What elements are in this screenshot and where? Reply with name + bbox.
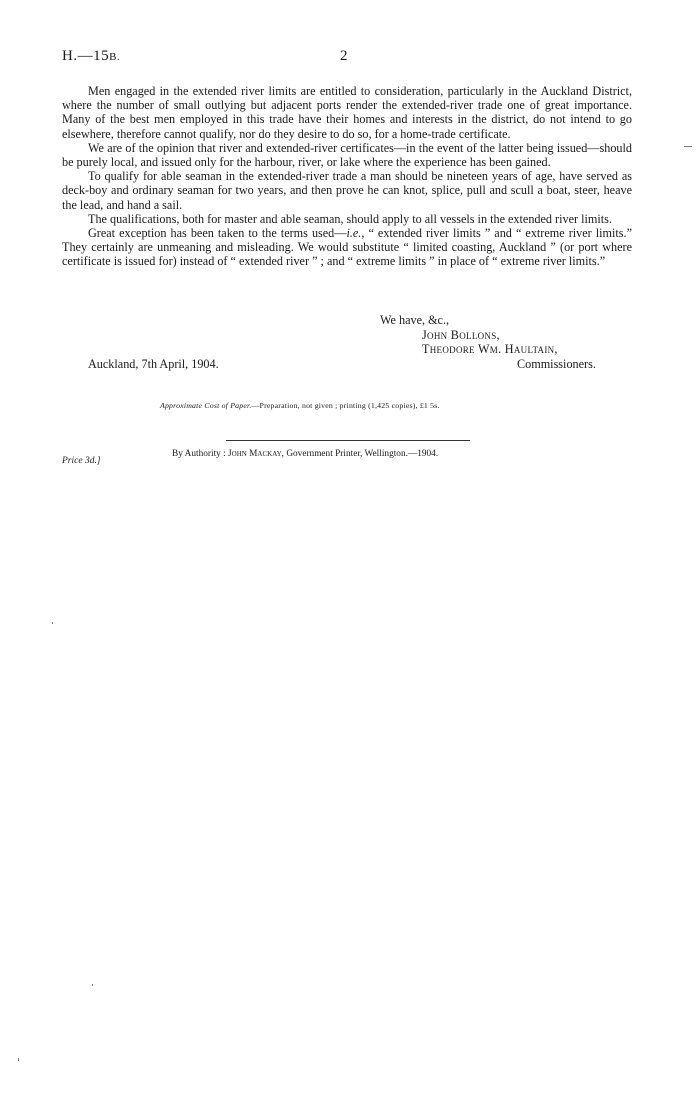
paragraph-able-seaman: To qualify for able seaman in the extended-river trade a man should be nineteen years of age, have served as deck-boy and ordinary seaman for two years, and then prove he can knot, splice, pull and scull a boat, steer, heave the lead, and hand a sail. [62, 169, 632, 212]
printer-suffix: , Government Printer, Wellington.—1904. [281, 449, 439, 459]
cost-text: —Preparation, not given ; printing (1,425 copies), £1 5s. [251, 401, 440, 410]
signer-haultain: Theodore Wm. Haultain, [422, 342, 558, 357]
scan-speck [92, 984, 93, 986]
terms-text-start: Great exception has been taken to the terms used— [88, 226, 347, 241]
page-number: 2 [340, 48, 348, 64]
terms-ie: i.e., [346, 226, 365, 241]
salutation: We have, &c., [380, 313, 450, 327]
cost-of-paper-note [160, 401, 440, 410]
price-note: Price 3d.] [62, 456, 101, 466]
document-reference-suffix: B. [109, 51, 121, 63]
printer-name: John Mackay [228, 449, 282, 459]
date-line: Auckland, 7th April, 1904. [88, 357, 219, 371]
scan-speck [18, 1058, 19, 1061]
report-body [62, 84, 632, 269]
terms-text-end: “ extended river limits ” and “ extreme river limits.” They certainly are unmeaning and misleading. We would substitute “ limited coasting, Auckland ” (or port where certificate is issued for) instead of “ extended river ” ; and “ extreme limits ” in place of “ extreme river limits.” [62, 226, 632, 269]
printer-prefix: By Authority : [172, 449, 229, 459]
printer-imprint [172, 449, 438, 459]
cost-label: Approximate Cost of Paper. [160, 401, 252, 410]
paragraph-extended-river: Men engaged in the extended river limits are entitled to consideration, particularly in the Auckland District, where the number of small outlying but adjacent ports render the extended-river trade one of great importance. Many of the best men employed in this trade have their homes and interests in the district, do not intend to go elsewhere, therefore cannot qualify, nor do they desire to do so, for a home-trade certificate. [62, 84, 632, 141]
paragraph-certificates: We are of the opinion that river and extended-river certificates—in the event of the latter being issued—should be purely local, and issued only for the harbour, river, or lake where the experience has been gained. [62, 140, 632, 170]
margin-mark [684, 146, 692, 147]
document-reference-main: H.—15 [62, 48, 110, 64]
signoff-block [380, 313, 558, 357]
document-reference [62, 48, 120, 65]
divider-rule [226, 440, 470, 441]
scan-speck [52, 622, 53, 624]
commissioners-title: Commissioners. [517, 357, 596, 371]
signer-bollons: John Bollons, [422, 327, 500, 342]
paragraph-terms [62, 226, 632, 269]
paragraph-qualifications: The qualifications, both for master and able seaman, should apply to all vessels in the extended river limits. [88, 211, 612, 226]
